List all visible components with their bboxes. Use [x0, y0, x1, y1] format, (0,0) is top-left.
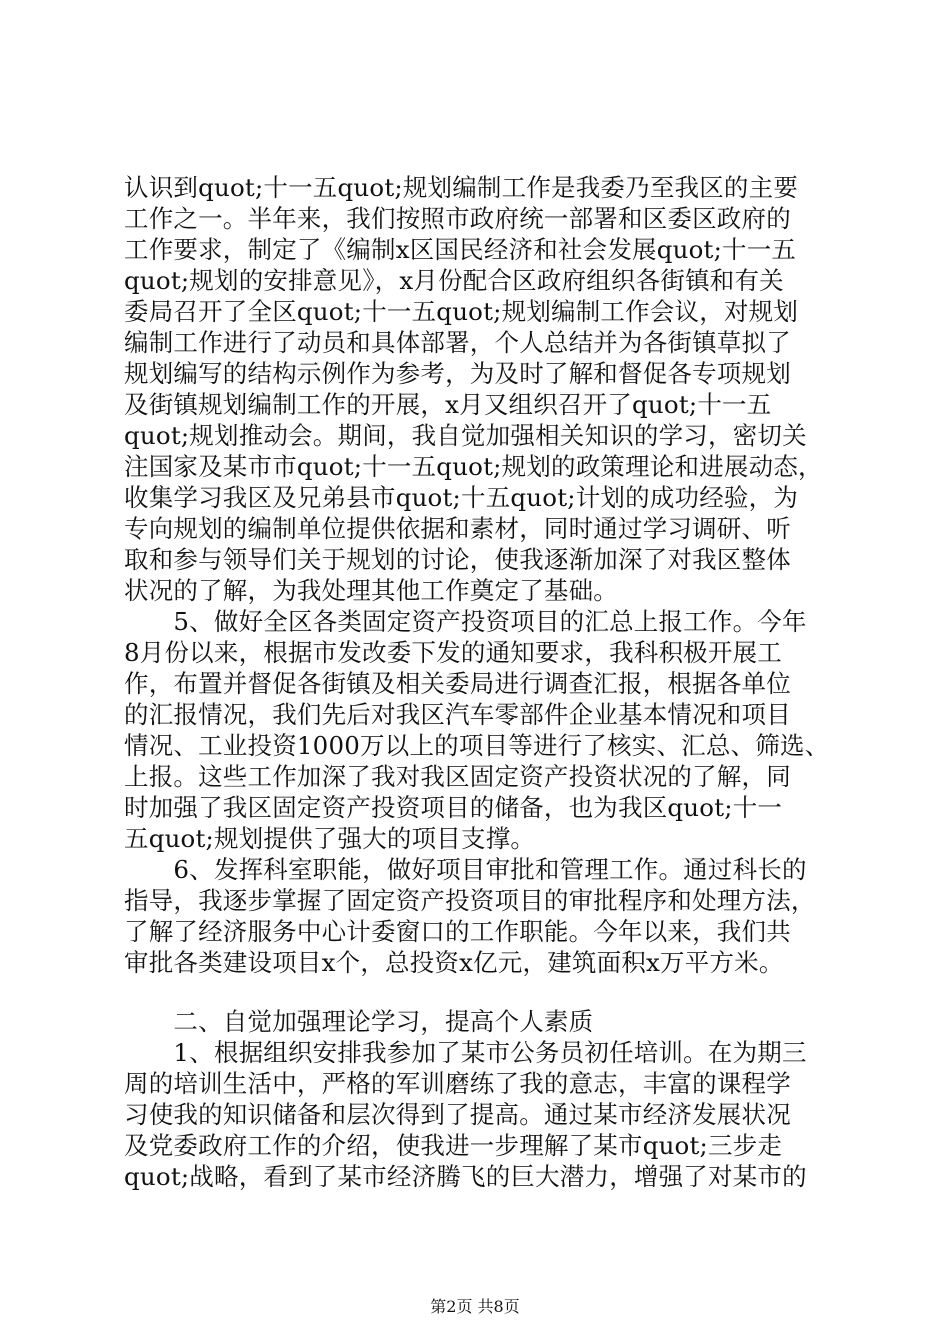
- text-line: 指导，我逐步掌握了固定资产投资项目的审批程序和处理方法，: [124, 886, 816, 915]
- text-line: 工作要求，制定了《编制x区国民经济和社会发展quot;十一五: [124, 235, 797, 264]
- text-line: 收集学习我区及兄弟县市quot;十五quot;计划的成功经验，为: [124, 483, 799, 512]
- text-line: 上报。这些工作加深了我对我区固定资产投资状况的了解，同: [124, 762, 791, 791]
- section-heading: 二、自觉加强理论学习，提高个人素质: [124, 1007, 594, 1036]
- text-line: 了解了经济服务中心计委窗口的工作职能。今年以来，我们共: [124, 917, 791, 946]
- document-body: [124, 172, 844, 1192]
- text-line: 周的培训生活中，严格的军训磨练了我的意志，丰富的课程学: [124, 1069, 791, 1098]
- text-line: 时加强了我区固定资产投资项目的储备，也为我区quot;十一: [124, 793, 783, 822]
- text-line: 委局召开了全区quot;十一五quot;规划编制工作会议，对规划: [124, 297, 799, 326]
- text-line: 状况的了解，为我处理其他工作奠定了基础。: [124, 576, 618, 605]
- text-line: 注国家及某市市quot;十一五quot;规划的政策理论和进展动态，: [124, 452, 823, 481]
- text-line: 情况、工业投资1000万以上的项目等进行了核实、汇总、筛选、: [124, 731, 830, 760]
- text-line: 规划编写的结构示例作为参考，为及时了解和督促各专项规划: [124, 359, 791, 388]
- paragraph-1-first-line: 1、根据组织安排我参加了某市公务员初任培训。在为期三: [124, 1038, 807, 1067]
- text-line: 及街镇规划编制工作的开展，x月又组织召开了quot;十一五: [124, 390, 772, 419]
- text-line: 编制工作进行了动员和具体部署，个人总结并为各街镇草拟了: [124, 328, 791, 357]
- section-gap: [124, 978, 844, 1006]
- text-line: 8月份以来，根据市发改委下发的通知要求，我科积极开展工: [124, 638, 782, 667]
- text-line: quot;战略，看到了某市经济腾飞的巨大潜力，增强了对某市的: [124, 1162, 807, 1191]
- text-line: 取和参与领导们关于规划的讨论，使我逐渐加深了对我区整体: [124, 545, 791, 574]
- paragraph-5-first-line: 5、做好全区各类固定资产投资项目的汇总上报工作。今年: [124, 607, 807, 636]
- page-number: 第2页 共8页: [430, 1297, 520, 1316]
- text-line: 的汇报情况，我们先后对我区汽车零部件企业基本情况和项目: [124, 700, 791, 729]
- text-line: 及党委政府工作的介绍，使我进一步理解了某市quot;三步走: [124, 1131, 783, 1160]
- text-line: 认识到quot;十一五quot;规划编制工作是我委乃至我区的主要: [124, 173, 799, 202]
- text-line: 审批各类建设项目x个，总投资x亿元，建筑面积x万平方米。: [124, 948, 784, 977]
- text-line: 专向规划的编制单位提供依据和素材，同时通过学习调研、听: [124, 514, 791, 543]
- paragraph-6-first-line: 6、发挥科室职能，做好项目审批和管理工作。通过科长的: [124, 855, 807, 884]
- text-line: 五quot;规划提供了强大的项目支撑。: [124, 824, 536, 853]
- text-line: 工作之一。半年来，我们按照市政府统一部署和区委区政府的: [124, 204, 791, 233]
- text-line: quot;规划推动会。期间，我自觉加强相关知识的学习，密切关: [124, 421, 807, 450]
- text-line: quot;规划的安排意见》，x月份配合区政府组织各街镇和有关: [124, 266, 784, 295]
- text-line: 习使我的知识储备和层次得到了提高。通过某市经济发展状况: [124, 1100, 791, 1129]
- text-line: 作，布置并督促各街镇及相关委局进行调查汇报，根据各单位: [124, 669, 791, 698]
